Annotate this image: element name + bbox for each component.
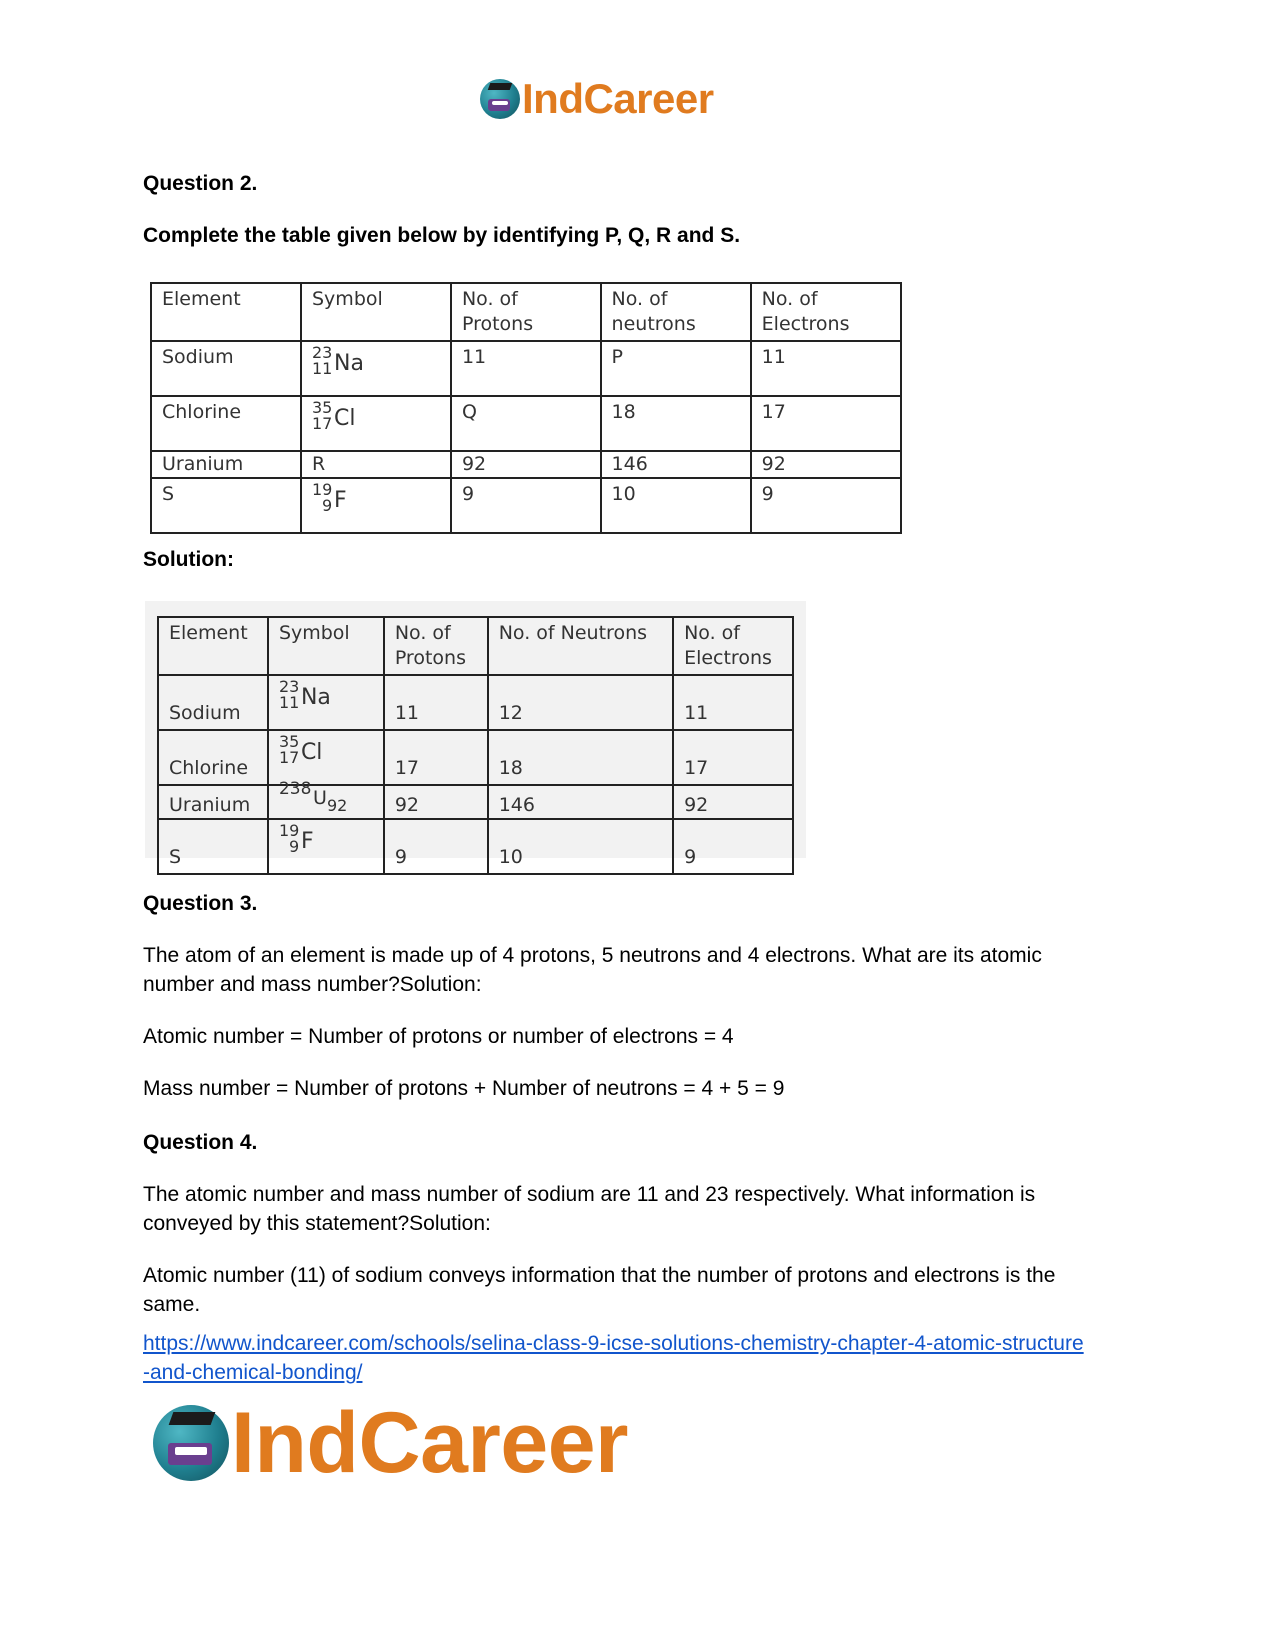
symbol-cell — [301, 396, 451, 451]
table-row — [151, 478, 901, 533]
element-cell: Sodium — [158, 675, 268, 730]
q2-prompt: Complete the table given below by identifying P, Q, R and S. — [143, 224, 741, 247]
q3-answer-line-1: Atomic number = Number of protons or number of electrons = 4 — [143, 1025, 734, 1048]
electrons-cell: 92 — [751, 451, 901, 478]
q2-table — [150, 282, 902, 534]
mass-number: 19 — [312, 480, 333, 499]
element-symbol: F — [334, 488, 347, 513]
symbol-cell — [301, 478, 451, 533]
electrons-cell: 92 — [673, 785, 793, 819]
element-cell: Chlorine — [158, 730, 268, 785]
protons-cell: 92 — [384, 785, 488, 819]
header-cell: Symbol — [268, 617, 384, 675]
isotope-symbol — [312, 400, 392, 440]
mass-number: 35 — [278, 732, 300, 751]
header-logo — [480, 75, 714, 122]
q4-title: Question 4. — [143, 1131, 258, 1154]
table-row — [158, 785, 793, 819]
atomic-number: 11 — [278, 693, 300, 712]
isotope-symbol — [279, 734, 359, 774]
symbol-cell — [268, 819, 384, 874]
element-symbol: Cl — [300, 740, 323, 765]
table-row — [151, 451, 901, 478]
indcareer-globe-icon — [153, 1405, 229, 1481]
solution-table — [157, 616, 794, 875]
symbol-cell — [268, 779, 384, 819]
header-cell: No. of Protons — [384, 617, 488, 675]
header-cell: Symbol — [301, 283, 451, 341]
q4-text: The atomic number and mass number of sodium are 11 and 23 respectively. What information is conveyed by this statement?Solution: — [143, 1183, 1036, 1235]
element-symbol: F — [300, 829, 314, 854]
isotope-symbol — [278, 779, 359, 815]
table-row — [151, 341, 901, 396]
atomic-number: 17 — [278, 748, 300, 767]
atomic-number: 9 — [322, 496, 333, 515]
neutrons-cell: P — [601, 341, 751, 396]
q4-answer: Atomic number (11) of sodium conveys information that the number of protons and electrons is the same. — [143, 1264, 1056, 1316]
table-row — [151, 396, 901, 451]
protons-cell: 9 — [451, 478, 601, 533]
table-header-row — [158, 617, 793, 675]
q3-title: Question 3. — [143, 892, 258, 915]
table-row — [158, 675, 793, 730]
q2-title: Question 2. — [143, 172, 258, 195]
table-row — [158, 819, 793, 874]
header-cell: No. of Electrons — [673, 617, 793, 675]
logo-text: IndCareer — [522, 75, 714, 122]
element-symbol: Na — [334, 351, 364, 376]
header-cell: Element — [151, 283, 301, 341]
mass-number: 238 — [278, 779, 312, 799]
protons-cell: 11 — [451, 341, 601, 396]
protons-cell: 11 — [384, 675, 488, 730]
neutrons-cell: 18 — [601, 396, 751, 451]
neutrons-cell: 12 — [488, 675, 673, 730]
source-link-container — [143, 1329, 1088, 1387]
element-cell: Uranium — [151, 451, 301, 478]
element-cell: Sodium — [151, 341, 301, 396]
indcareer-globe-icon — [480, 79, 520, 119]
header-cell: No. of Electrons — [751, 283, 901, 341]
header-cell: Element — [158, 617, 268, 675]
atomic-number: 9 — [288, 837, 300, 856]
neutrons-cell: 146 — [488, 785, 673, 819]
element-cell: S — [158, 819, 268, 874]
atomic-number: 11 — [312, 359, 333, 378]
mass-number: 19 — [278, 821, 300, 840]
header-cell: No. of Neutrons — [488, 617, 673, 675]
mass-number: 23 — [278, 677, 300, 696]
element-cell: S — [151, 478, 301, 533]
symbol-cell — [268, 675, 384, 730]
table-header-row — [151, 283, 901, 341]
header-cell: No. of Protons — [451, 283, 601, 341]
electrons-cell: 11 — [673, 675, 793, 730]
electrons-cell: 9 — [751, 478, 901, 533]
solution-title: Solution: — [143, 548, 234, 571]
logo-text: IndCareer — [231, 1395, 628, 1491]
element-symbol: Na — [300, 685, 331, 710]
element-cell: Uranium — [158, 785, 268, 819]
footer-logo — [153, 1395, 628, 1491]
protons-cell: 9 — [384, 819, 488, 874]
neutrons-cell: 10 — [488, 819, 673, 874]
electrons-cell: 17 — [751, 396, 901, 451]
q3-text: The atom of an element is made up of 4 protons, 5 neutrons and 4 electrons. What are its atomic number and mass number?Solution: — [143, 944, 1042, 996]
header-cell: No. of neutrons — [601, 283, 751, 341]
element-symbol: U — [312, 787, 327, 809]
element-cell: Chlorine — [151, 396, 301, 451]
protons-cell: 17 — [384, 730, 488, 785]
mass-number: 23 — [312, 343, 333, 362]
neutrons-cell: 10 — [601, 478, 751, 533]
table-row — [158, 730, 793, 785]
isotope-symbol — [279, 823, 359, 863]
electrons-cell: 11 — [751, 341, 901, 396]
neutrons-cell: 146 — [601, 451, 751, 478]
q3-answer-line-2: Mass number = Number of protons + Number of neutrons = 4 + 5 = 9 — [143, 1077, 785, 1100]
electrons-cell: 9 — [673, 819, 793, 874]
isotope-symbol — [312, 345, 392, 385]
isotope-symbol — [279, 679, 359, 719]
subscript-number: 92 — [326, 796, 348, 815]
mass-number: 35 — [312, 398, 333, 417]
symbol-cell: R — [301, 451, 451, 478]
protons-cell: 92 — [451, 451, 601, 478]
isotope-symbol — [312, 482, 392, 522]
atomic-number: 17 — [312, 414, 333, 433]
protons-cell: Q — [451, 396, 601, 451]
electrons-cell: 17 — [673, 730, 793, 785]
source-link[interactable]: https://www.indcareer.com/schools/selina-class-9-icse-solutions-chemistry-chapter-4-atomic-structure-and-chemical-bonding/ — [143, 1332, 1084, 1384]
element-symbol: Cl — [334, 406, 356, 431]
symbol-cell — [301, 341, 451, 396]
neutrons-cell: 18 — [488, 730, 673, 785]
